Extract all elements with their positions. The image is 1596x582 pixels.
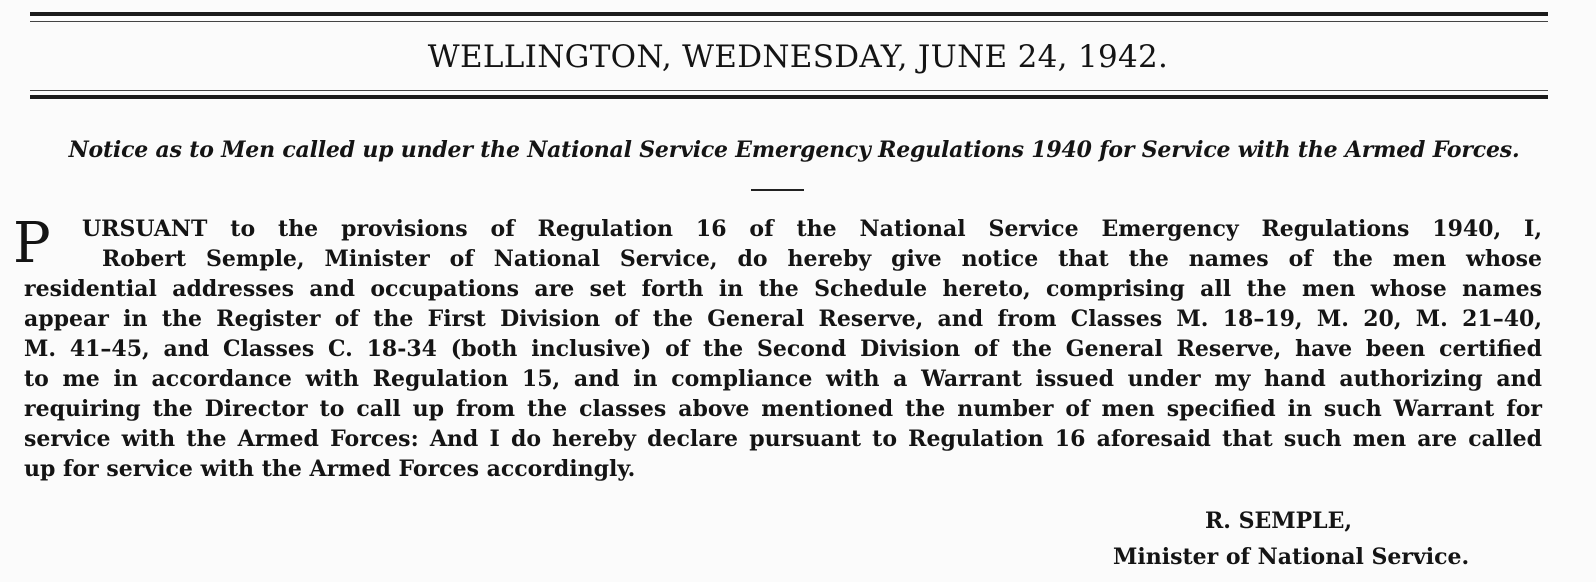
notice-line: M. 41–45, and Classes C. 18-34 (both inclusive) of the Second Division of the General Reserve, have been certified	[24, 336, 1542, 362]
notice-line: to me in accordance with Regulation 15, and in compliance with a Warrant issued under my hand authorizing and	[24, 366, 1542, 392]
masthead-thin-rule	[30, 90, 1548, 91]
notice-line: residential addresses and occupations are set forth in the Schedule hereto, comprising all the men whose names	[24, 276, 1542, 302]
section-separator	[751, 189, 804, 191]
drop-cap: P	[13, 211, 51, 276]
notice-line: Robert Semple, Minister of National Service, do hereby give notice that the names of the men whose	[102, 246, 1542, 272]
notice-line: URSUANT to the provisions of Regulation 16 of the National Service Emergency Regulations 1940, I,	[82, 216, 1542, 242]
notice-line: appear in the Register of the First Division of the General Reserve, and from Classes M. 18–19, M. 20, M. 21–40,	[24, 306, 1542, 332]
notice-line: requiring the Director to call up from the classes above mentioned the number of men specified in such Warrant for	[24, 396, 1542, 422]
notice-body	[24, 214, 1542, 484]
masthead-dateline: WELLINGTON, WEDNESDAY, JUNE 24, 1942.	[427, 39, 1169, 75]
top-thick-rule	[30, 12, 1548, 16]
notice-title: Notice as to Men called up under the National Service Emergency Regulations 1940 for Service with the Armed Forces.	[68, 137, 1520, 163]
signatory-name: R. SEMPLE,	[1205, 508, 1353, 534]
signatory-title: Minister of National Service.	[1113, 544, 1470, 570]
notice-line: service with the Armed Forces: And I do hereby declare pursuant to Regulation 16 aforesaid that such men are called	[24, 426, 1542, 452]
masthead-thick-rule	[30, 95, 1548, 99]
notice-line: up for service with the Armed Forces accordingly.	[24, 456, 636, 482]
top-thin-rule	[30, 21, 1548, 22]
